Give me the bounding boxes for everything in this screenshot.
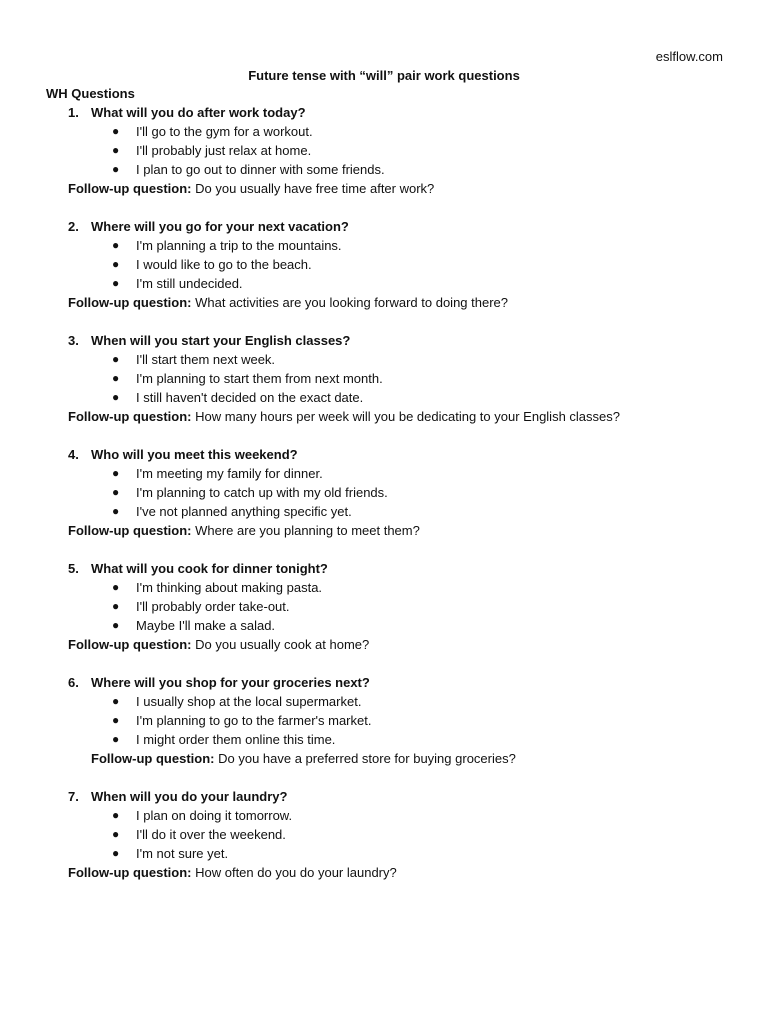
- question-line: [0, 331, 768, 350]
- question-line: [0, 103, 768, 122]
- bullet-icon: ●: [112, 124, 120, 138]
- question-text: Where will you shop for your groceries next?: [91, 675, 370, 690]
- answer-item: [0, 806, 768, 825]
- followup-question: [0, 293, 768, 312]
- question-line: [0, 217, 768, 236]
- question-text: What will you do after work today?: [91, 105, 306, 120]
- answer-item: [0, 597, 768, 616]
- bullet-icon: ●: [112, 694, 120, 708]
- answer-item: [0, 160, 768, 179]
- answer-item: [0, 844, 768, 863]
- bullet-icon: ●: [112, 371, 120, 385]
- answer-item: [0, 369, 768, 388]
- bullet-icon: ●: [112, 504, 120, 518]
- question-text: What will you cook for dinner tonight?: [91, 561, 328, 576]
- question-block: [0, 559, 768, 654]
- question-number: 6.: [68, 675, 79, 690]
- bullet-icon: ●: [112, 390, 120, 404]
- bullet-icon: ●: [112, 808, 120, 822]
- answer-text: I'll probably order take-out.: [136, 599, 290, 614]
- bullet-icon: ●: [112, 352, 120, 366]
- answer-text: I plan to go out to dinner with some friends.: [136, 162, 385, 177]
- followup-question: [0, 635, 768, 654]
- question-list: [0, 103, 768, 901]
- answer-item: [0, 388, 768, 407]
- answer-item: [0, 122, 768, 141]
- answer-text: I would like to go to the beach.: [136, 257, 312, 272]
- followup-question: [0, 863, 768, 882]
- question-text: Who will you meet this weekend?: [91, 447, 298, 462]
- answer-text: I'm not sure yet.: [136, 846, 229, 861]
- bullet-icon: ●: [112, 276, 120, 290]
- answer-text: I'll do it over the weekend.: [136, 827, 286, 842]
- page-title: Future tense with “will” pair work questions: [248, 68, 520, 83]
- answer-item: [0, 616, 768, 635]
- section-heading: WH Questions: [46, 86, 135, 101]
- question-number: 2.: [68, 219, 79, 234]
- followup-text: Where are you planning to meet them?: [195, 523, 420, 538]
- answer-text: I still haven't decided on the exact date.: [136, 390, 364, 405]
- bullet-icon: ●: [112, 846, 120, 860]
- bullet-icon: ●: [112, 466, 120, 480]
- bullet-icon: ●: [112, 618, 120, 632]
- answer-item: [0, 578, 768, 597]
- source-label: eslflow.com: [655, 49, 723, 64]
- question-block: [0, 217, 768, 312]
- followup-question: [0, 407, 768, 426]
- question-line: [0, 445, 768, 464]
- answer-text: I'm still undecided.: [136, 276, 243, 291]
- followup-question: [0, 749, 768, 768]
- question-number: 5.: [68, 561, 79, 576]
- followup-question: [0, 521, 768, 540]
- question-line: [0, 673, 768, 692]
- answer-text: I'll go to the gym for a workout.: [136, 124, 313, 139]
- followup-label: Follow-up question:: [68, 295, 192, 310]
- answer-text: I'll probably just relax at home.: [136, 143, 312, 158]
- answer-item: [0, 141, 768, 160]
- answer-item: [0, 274, 768, 293]
- question-number: 3.: [68, 333, 79, 348]
- answer-text: I've not planned anything specific yet.: [136, 504, 352, 519]
- answer-item: [0, 483, 768, 502]
- followup-question: [0, 179, 768, 198]
- answer-item: [0, 711, 768, 730]
- bullet-icon: ●: [112, 143, 120, 157]
- followup-label: Follow-up question:: [68, 181, 192, 196]
- answer-item: [0, 730, 768, 749]
- bullet-icon: ●: [112, 713, 120, 727]
- bullet-icon: ●: [112, 827, 120, 841]
- answer-item: [0, 236, 768, 255]
- bullet-icon: ●: [112, 238, 120, 252]
- followup-label: Follow-up question:: [68, 409, 192, 424]
- question-block: [0, 331, 768, 426]
- answer-text: I'm planning a trip to the mountains.: [136, 238, 342, 253]
- question-number: 1.: [68, 105, 79, 120]
- answer-text: I'll start them next week.: [136, 352, 276, 367]
- answer-item: [0, 692, 768, 711]
- answer-text: I'm thinking about making pasta.: [136, 580, 323, 595]
- question-number: 7.: [68, 789, 79, 804]
- answer-text: I'm meeting my family for dinner.: [136, 466, 323, 481]
- followup-label: Follow-up question:: [91, 751, 215, 766]
- answer-text: I'm planning to catch up with my old friends.: [136, 485, 388, 500]
- answer-text: Maybe I'll make a salad.: [136, 618, 276, 633]
- bullet-icon: ●: [112, 580, 120, 594]
- answer-item: [0, 825, 768, 844]
- answer-item: [0, 464, 768, 483]
- question-block: [0, 103, 768, 198]
- answer-text: I plan on doing it tomorrow.: [136, 808, 293, 823]
- followup-label: Follow-up question:: [68, 523, 192, 538]
- question-number: 4.: [68, 447, 79, 462]
- question-line: [0, 787, 768, 806]
- followup-text: Do you usually cook at home?: [195, 637, 370, 652]
- followup-text: What activities are you looking forward to doing there?: [195, 295, 508, 310]
- bullet-icon: ●: [112, 257, 120, 271]
- followup-text: Do you have a preferred store for buying groceries?: [218, 751, 516, 766]
- question-text: When will you start your English classes?: [91, 333, 351, 348]
- bullet-icon: ●: [112, 732, 120, 746]
- answer-item: [0, 502, 768, 521]
- followup-label: Follow-up question:: [68, 865, 192, 880]
- question-text: Where will you go for your next vacation?: [91, 219, 349, 234]
- question-text: When will you do your laundry?: [91, 789, 288, 804]
- followup-text: How many hours per week will you be dedicating to your English classes?: [195, 409, 620, 424]
- answer-text: I'm planning to start them from next month.: [136, 371, 383, 386]
- answer-item: [0, 350, 768, 369]
- answer-text: I'm planning to go to the farmer's market.: [136, 713, 372, 728]
- question-block: [0, 787, 768, 882]
- answer-item: [0, 255, 768, 274]
- bullet-icon: ●: [112, 485, 120, 499]
- question-block: [0, 673, 768, 768]
- bullet-icon: ●: [112, 162, 120, 176]
- question-block: [0, 445, 768, 540]
- question-line: [0, 559, 768, 578]
- answer-text: I usually shop at the local supermarket.: [136, 694, 362, 709]
- followup-label: Follow-up question:: [68, 637, 192, 652]
- followup-text: Do you usually have free time after work?: [195, 181, 435, 196]
- bullet-icon: ●: [112, 599, 120, 613]
- answer-text: I might order them online this time.: [136, 732, 336, 747]
- followup-text: How often do you do your laundry?: [195, 865, 397, 880]
